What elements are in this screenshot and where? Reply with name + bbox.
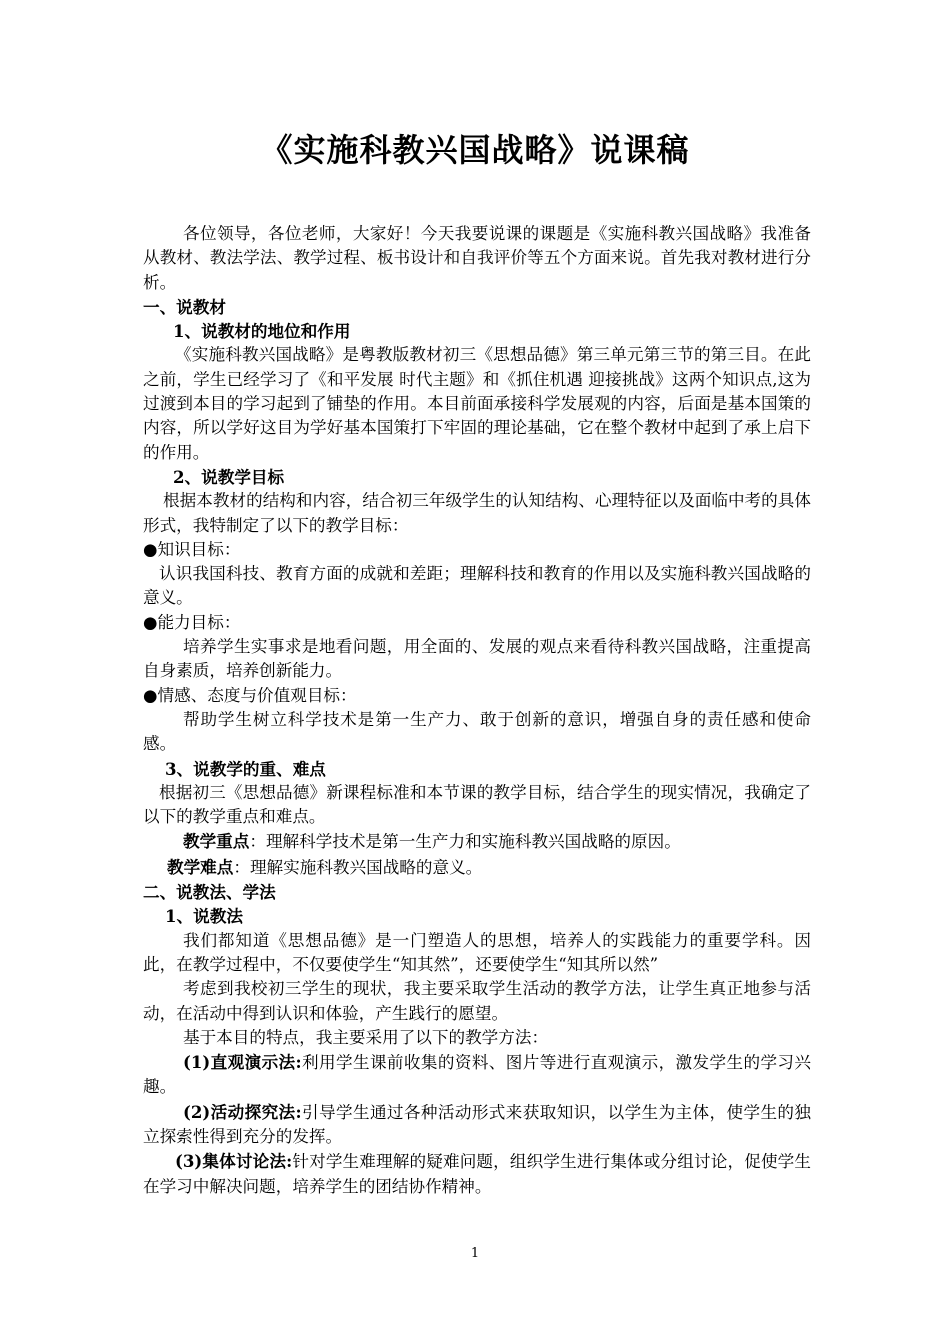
key-point-line — [143, 829, 811, 854]
method-3-line — [143, 1149, 811, 1199]
method-1-line — [143, 1050, 811, 1100]
section-heading-2: 二、说教法、学法 — [143, 882, 276, 903]
goal-ability-text: 培养学生实事求是地看问题，用全面的、发展的观点来看待科教兴国战略，注重提高自身素质，培养创新能力。 — [143, 637, 811, 681]
paragraph-1-2: 根据本教材的结构和内容，结合初三年级学生的认知结构、心理特征以及面临中考的具体形式，我特制定了以下的教学目标： — [143, 491, 811, 535]
goal-ability-label: ●能力目标： — [143, 612, 241, 632]
subsection-heading-1-1: 1、说教材的地位和作用 — [173, 321, 351, 342]
method-3-label: (3)集体讨论法: — [175, 1151, 293, 1172]
difficulty-text: ：理解实施科教兴国战略的意义。 — [233, 857, 483, 877]
difficulty-label: 教学难点 — [167, 856, 234, 877]
intro-paragraph: 各位领导，各位老师，大家好！今天我要说课的课题是《实施科教兴国战略》我准备从教材、教法学法、教学过程、板书设计和自我评价等五个方面来说。首先我对教材进行分析。 — [143, 224, 811, 292]
method-1-label: (1)直观演示法: — [183, 1052, 302, 1073]
method-1-text: 利用学生课前收集的资料、图片等进行直观演示，激发学生的学习兴趣。 — [143, 1053, 812, 1097]
method-3-text: 针对学生难理解的疑难问题，组织学生进行集体或分组讨论，促使学生在学习中解决问题，培养学生的团结协作精神。 — [143, 1152, 812, 1196]
paragraph-1-3: 根据初三《思想品德》新课程标准和本节课的教学目标，结合学生的现实情况，我确定了以下的教学重点和难点。 — [143, 782, 811, 827]
subsection-heading-1-2: 2、说教学目标 — [173, 466, 285, 487]
method-2-label: (2)活动探究法: — [183, 1101, 302, 1122]
document-title: 《实施科教兴国战略》说课稿 — [260, 131, 690, 169]
paragraph-1-1: 《实施科教兴国战略》是粤教版教材初三《思想品德》第三单元第三节的第三目。在此之前，学生已经学习了《和平发展 时代主题》和《抓住机遇 迎接挑战》这两个知识点,这为过渡到本目的学习起到了铺垫的作用。本目前面承接科学发展观的内容，后面是基本国策的内容，所以学好这目为学好基本国策打下牢固的理论基础，它在整个教材中起到了承上启下的作用。 — [143, 345, 811, 462]
goal-emotion-text: 帮助学生树立科学技术是第一生产力、敢于创新的意识，增强自身的责任感和使命感。 — [143, 709, 811, 754]
paragraph-2-1-c: 基于本目的特点，我主要采用了以下的教学方法： — [183, 1027, 549, 1047]
key-point-label: 教学重点 — [183, 831, 250, 852]
document-body — [143, 222, 811, 1199]
goal-emotion-label: ●情感、态度与价值观目标： — [143, 685, 357, 705]
method-2-text: 引导学生通过各种活动形式来获取知识，以学生为主体，使学生的独立探索性得到充分的发挥。 — [143, 1102, 812, 1146]
difficulty-line — [143, 855, 811, 880]
subsection-heading-1-3: 3、说教学的重、难点 — [165, 758, 326, 779]
page-number: 1 — [470, 1246, 480, 1261]
key-point-text: ：理解科学技术是第一生产力和实施科教兴国战略的原因。 — [249, 832, 681, 852]
subsection-heading-2-1: 1、说教法 — [165, 906, 243, 927]
goal-knowledge-text: 认识我国科技、教育方面的成就和差距；理解科技和教育的作用以及实施科教兴国战略的意义。 — [143, 564, 811, 608]
paragraph-2-1-b: 考虑到我校初三学生的现状，我主要采取学生活动的教学方法，让学生真正地参与活动，在活动中得到认识和体验，产生践行的愿望。 — [143, 979, 811, 1023]
section-heading-1: 一、说教材 — [143, 296, 226, 317]
method-2-line — [143, 1100, 811, 1150]
goal-knowledge-label: ●知识目标： — [143, 539, 241, 559]
paragraph-2-1-a: 我们都知道《思想品德》是一门塑造人的思想，培养人的实践能力的重要学科。因此，在教学过程中，不仅要使学生“知其然”，还要使学生“知其所以然” — [143, 930, 811, 974]
